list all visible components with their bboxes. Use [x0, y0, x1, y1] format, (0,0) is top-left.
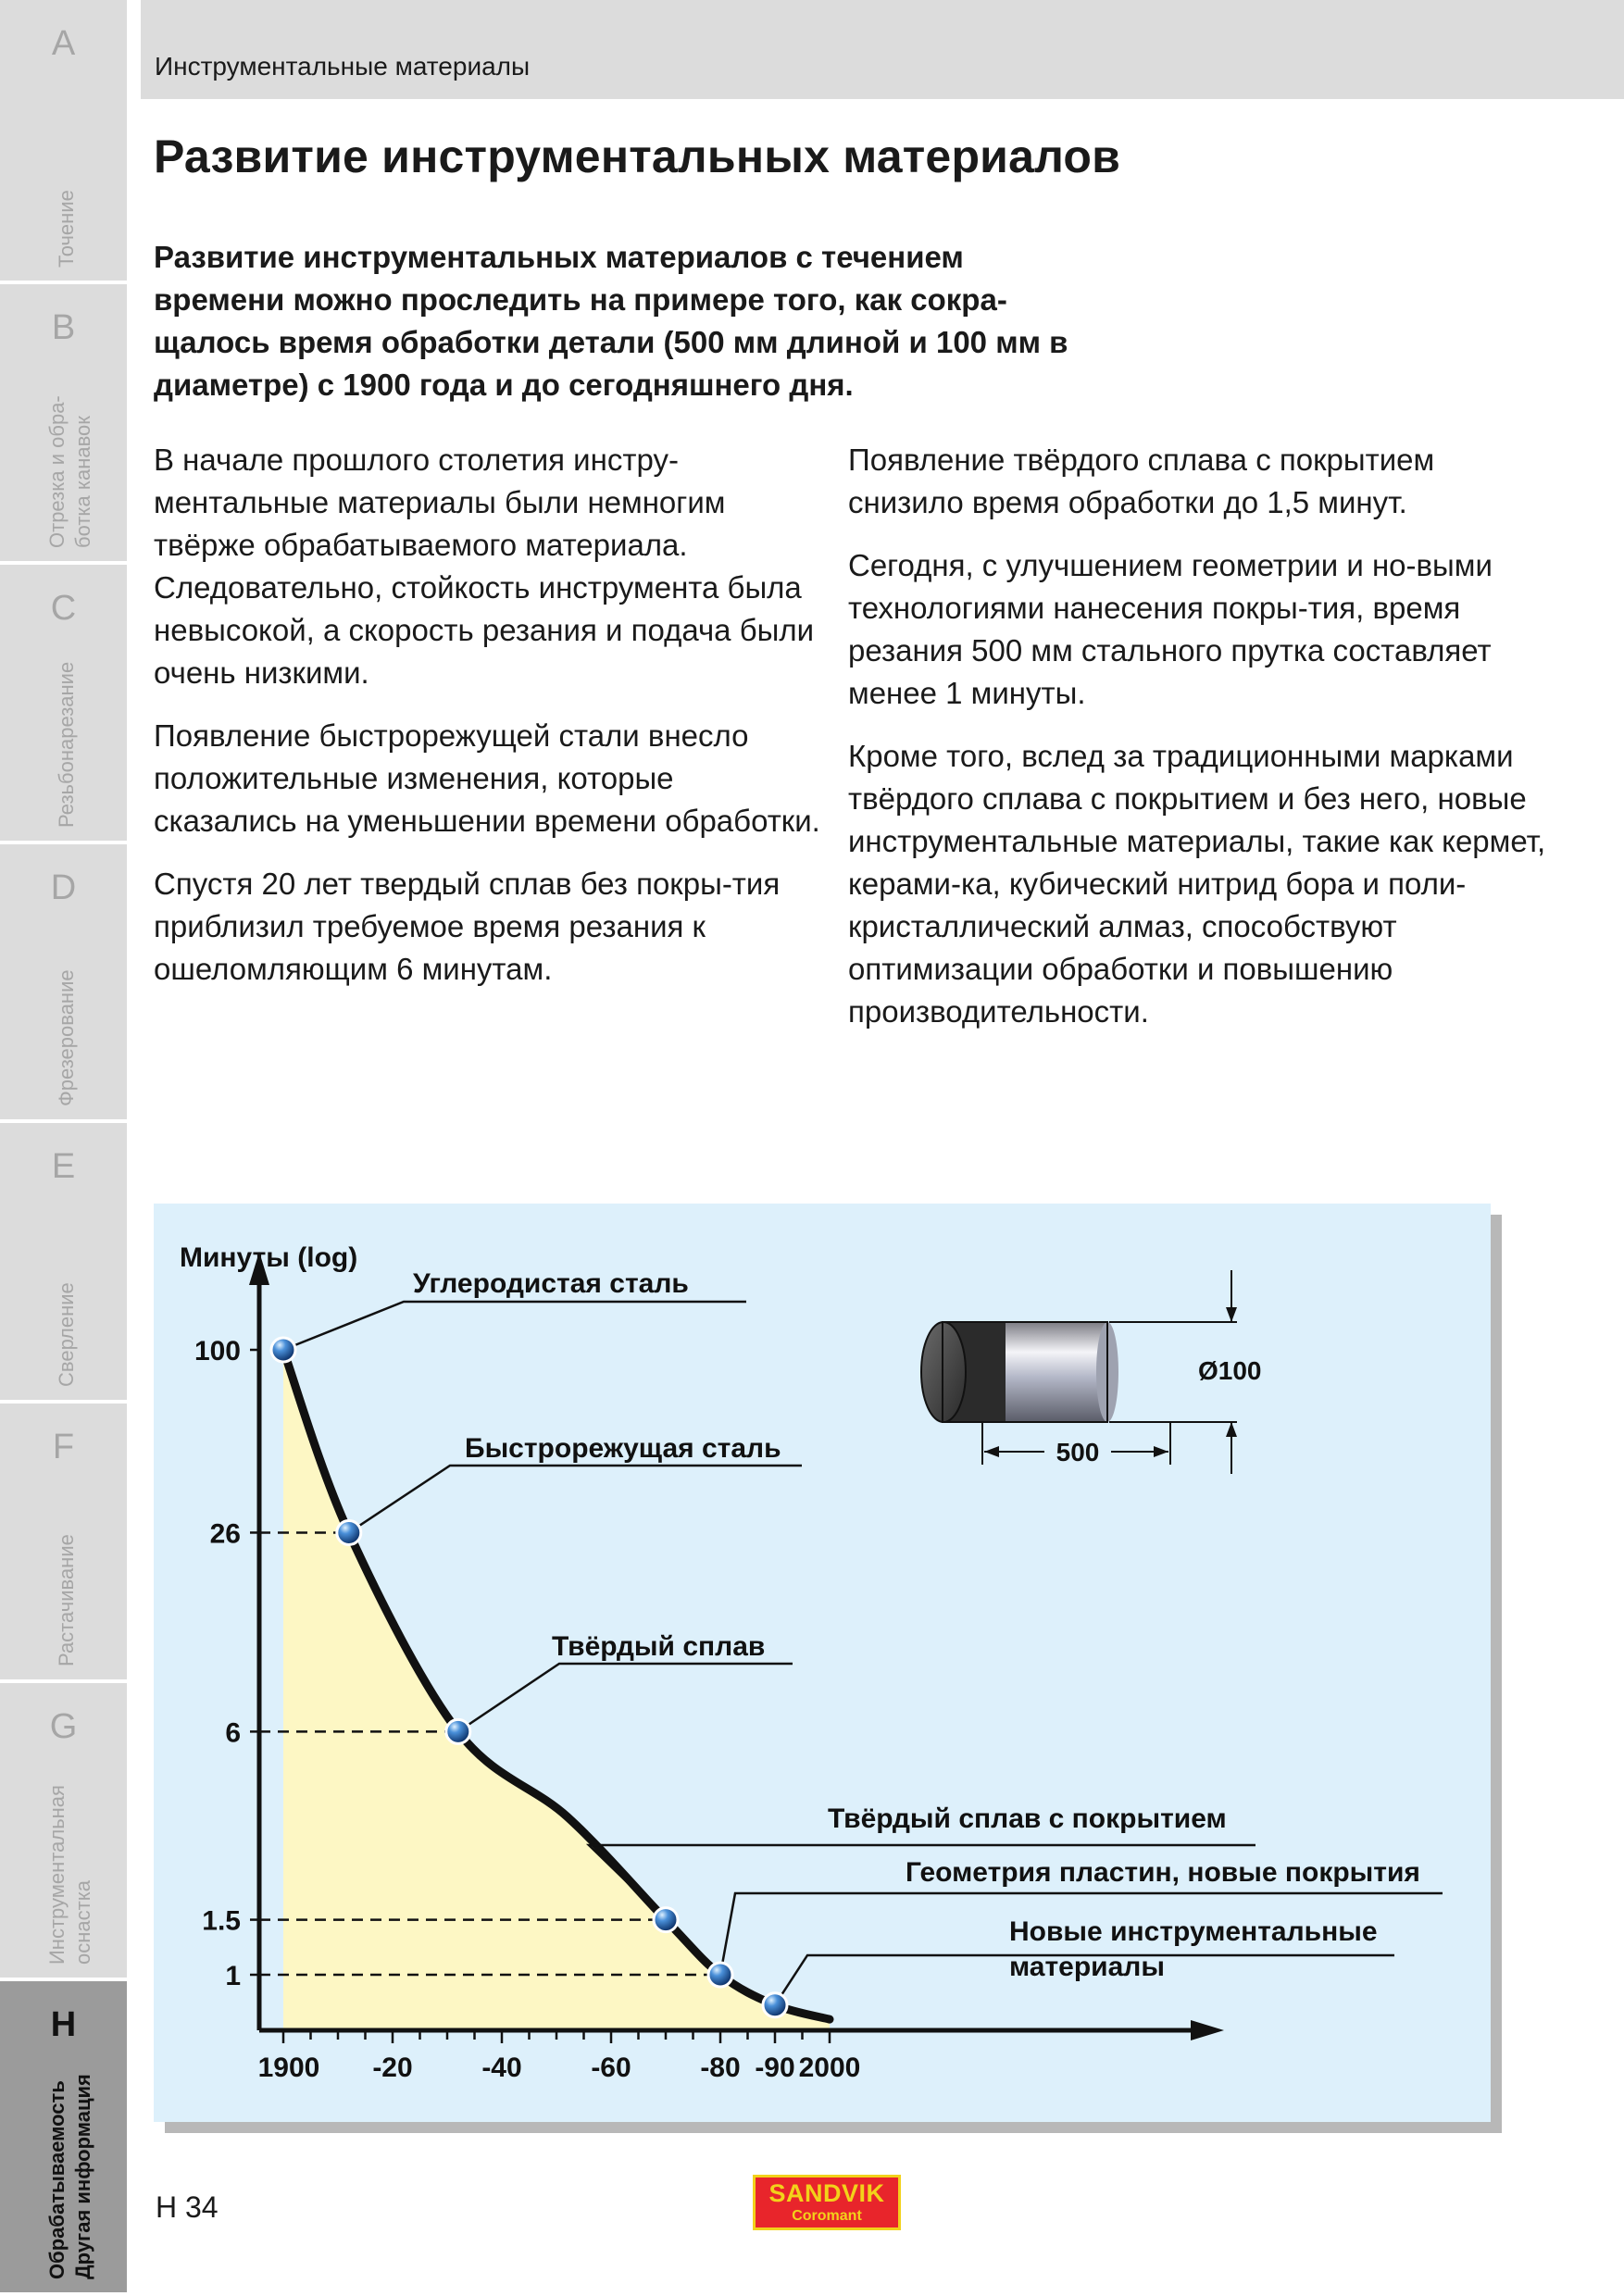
data-point: [337, 1520, 361, 1544]
tab-label: [54, 1534, 80, 1666]
arrow-icon: [1154, 1446, 1168, 1457]
x-tick-label: -90: [755, 2053, 795, 2083]
sidebar-tab[interactable]: [0, 1981, 127, 2296]
sidebar-tab[interactable]: [0, 284, 127, 565]
section-title: Инструментальные материалы: [155, 52, 531, 81]
page-title: Развитие инструментальных материалов: [154, 131, 1121, 182]
tab-letter: C: [50, 589, 77, 628]
sidebar-tab[interactable]: [0, 1683, 127, 1981]
tab-label: [44, 2074, 96, 2279]
tab-label-line: Резьбонарезание: [55, 661, 78, 828]
y-tick-label: 100: [194, 1336, 241, 1366]
tab-label-line: Другая информация: [71, 2074, 94, 2279]
diameter-label: Ø100: [1198, 1356, 1262, 1385]
tab-letter: G: [49, 1707, 78, 1746]
data-point: [654, 1908, 678, 1932]
tab-label: [54, 1282, 80, 1387]
tab-label-line: Точение: [55, 190, 78, 268]
tab-label-line: Фрезерование: [55, 969, 78, 1106]
paragraph: Появление быстрорежущей стали внесло положительные изменения, которые сказались на уменьшении времени обработки.: [154, 718, 820, 838]
page-number: H 34: [156, 2190, 219, 2224]
tab-label: [54, 190, 80, 268]
point-label: Твёрдый сплав с покрытием: [828, 1803, 1227, 1834]
sidebar-tab[interactable]: [0, 1123, 127, 1404]
point-label: Быстрорежущая сталь: [465, 1433, 781, 1464]
lead-paragraph: Развитие инструментальных материалов с течением времени можно проследить на примере того, как сокра-щалось время обработки детали (500 мм длиной и 100 мм в диаметре) с 1900 года и до сегодняшнего дня.: [154, 240, 1068, 402]
chart-svg: [154, 1204, 1491, 2122]
workpiece-illustration: [921, 1270, 1262, 1474]
point-label: Новые инструментальные материалы: [1009, 1916, 1378, 1982]
x-tick-label: -20: [372, 2053, 413, 2083]
tab-letter: F: [52, 1428, 75, 1466]
tab-label: [44, 395, 96, 548]
paragraph: Сегодня, с улучшением геометрии и но-выми технологиями нанесения покры-тия, время резания 500 мм стального прутка составляет менее 1 минуты.: [848, 548, 1493, 710]
tab-letter: B: [51, 308, 76, 347]
data-point: [708, 1963, 732, 1987]
point-label: Твёрдый сплав: [552, 1631, 766, 1662]
callout-line: [458, 1664, 793, 1731]
arrow-icon: [1226, 1422, 1237, 1437]
tab-label-line: Отрезка и обра-: [45, 395, 69, 548]
tab-label-line: Обрабатываемость: [45, 2080, 69, 2279]
callout-line: [349, 1466, 802, 1532]
paragraph: В начале прошлого столетия инстру-ментальные материалы были немногим твёрже обрабатываемого материала. Следовательно, стойкость инструмента была невысокой, а скорость резания и подача были очень низкими.: [154, 443, 815, 690]
machining-time-chart: [154, 1204, 1491, 2122]
tab-letter: H: [50, 2005, 77, 2044]
tab-label: [54, 969, 80, 1106]
x-tick-label: -60: [591, 2053, 631, 2083]
tab-label-line: Сверление: [55, 1282, 78, 1387]
x-tick-label: 1900: [257, 2053, 320, 2083]
arrow-icon: [984, 1446, 999, 1457]
tab-label: [44, 1785, 96, 1965]
data-point: [446, 1719, 470, 1743]
length-label: 500: [1056, 1438, 1100, 1466]
x-tick-label: 2000: [798, 2053, 861, 2083]
tab-label-line: оснастка: [71, 1879, 94, 1965]
data-point: [763, 1993, 787, 2017]
arrow-icon: [1226, 1307, 1237, 1322]
y-tick-label: 1.5: [202, 1905, 241, 1937]
tab-letter: A: [51, 24, 76, 63]
y-tick-label: 26: [209, 1518, 241, 1550]
paragraph: Кроме того, вслед за традиционными марками твёрдого сплава с покрытием и без него, новые инструментальные материалы, такие как кермет, керами-ка, кубический нитрид бора и поли-кристаллический алмаз, способствуют оптимизации обработки и повышению производительности.: [848, 739, 1546, 1029]
logo-subtext: Coromant: [792, 2208, 862, 2224]
y-tick-label: 1: [225, 1961, 241, 1991]
tab-label: [54, 662, 80, 828]
sidebar-tab[interactable]: [0, 1404, 127, 1683]
y-axis-title: Минуты (log): [180, 1242, 358, 1273]
sandvik-logo: [753, 2175, 901, 2230]
sidebar-tab[interactable]: [0, 0, 127, 284]
tab-label-line: Растачивание: [55, 1534, 78, 1666]
x-tick-label: -40: [481, 2053, 522, 2083]
x-axis-arrow-icon: [1191, 2020, 1224, 2040]
tab-label-line: Инструментальная: [45, 1785, 69, 1965]
sidebar-tab[interactable]: [0, 844, 127, 1123]
paragraph: Появление твёрдого сплава с покрытием снизило время обработки до 1,5 минут.: [848, 443, 1435, 519]
data-point: [271, 1338, 295, 1362]
section-header-bar: [141, 0, 1624, 99]
sidebar-tab[interactable]: [0, 565, 127, 844]
tab-letter: E: [51, 1147, 76, 1186]
tab-letter: D: [50, 868, 77, 907]
x-tick-label: -80: [700, 2053, 741, 2083]
callout-line: [283, 1302, 746, 1350]
y-tick-label: 6: [225, 1717, 241, 1749]
text-column-right: [848, 439, 1552, 1054]
point-label: Геометрия пластин, новые покрытия: [906, 1857, 1420, 1888]
text-column-left: [154, 439, 820, 1011]
point-label: Углеродистая сталь: [413, 1268, 689, 1299]
tab-label-line: ботка канавок: [71, 416, 94, 548]
paragraph: Спустя 20 лет твердый сплав без покры-тия приблизил требуемое время резания к ошеломляющим 6 минутам.: [154, 867, 781, 986]
section-sidebar: [0, 0, 127, 2296]
logo-text: SANDVIK: [768, 2179, 885, 2207]
